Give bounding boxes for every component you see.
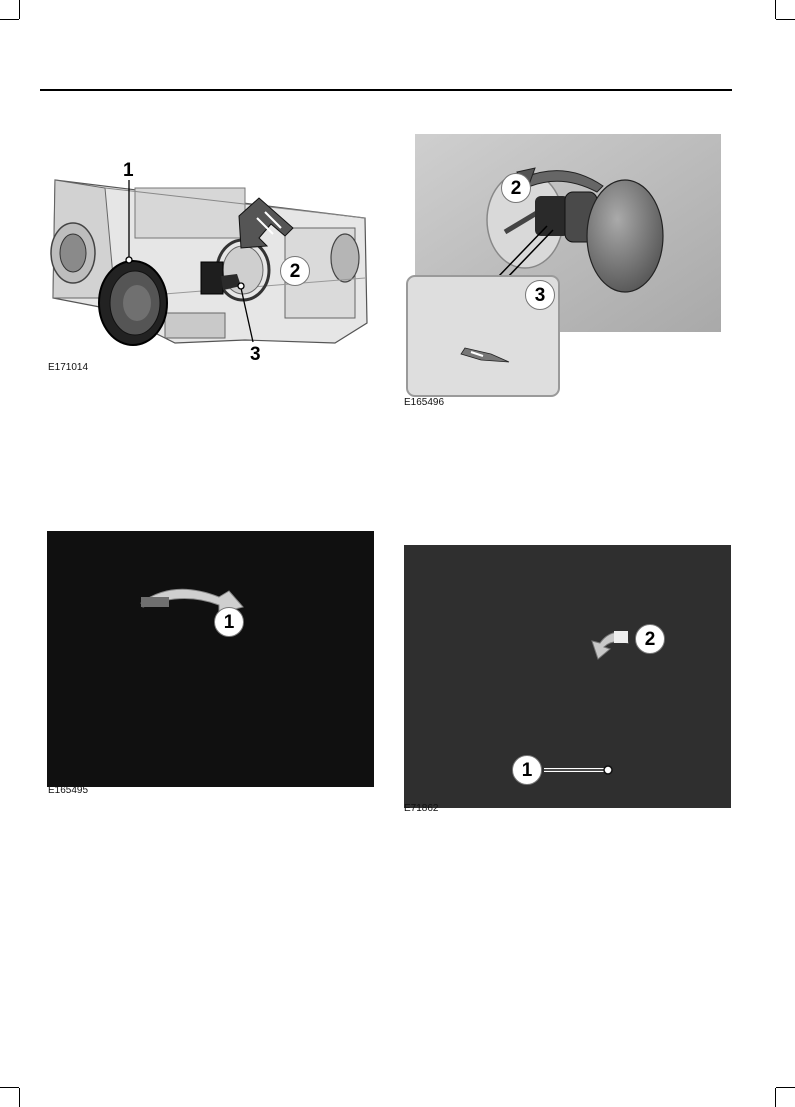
crop-mark (776, 19, 795, 20)
crop-mark (775, 1088, 776, 1107)
figure-headlamp (45, 158, 375, 373)
bulb-position-illustration (404, 545, 731, 808)
callout-2: 2 (501, 173, 531, 203)
crop-mark (0, 1087, 19, 1088)
crop-mark (19, 0, 20, 19)
crop-mark (776, 1087, 795, 1088)
rotate-arrow-illustration (47, 531, 374, 787)
figure-code: E165496 (404, 397, 445, 408)
crop-mark (0, 19, 19, 20)
headlamp-illustration (45, 158, 375, 373)
figure-code: E171014 (48, 362, 89, 373)
callout-3: 3 (525, 280, 555, 310)
figure-code: E165495 (48, 785, 89, 796)
figure-cap-rotate (47, 531, 374, 787)
callout-1: 1 (123, 160, 134, 181)
figure-bulb-position (404, 545, 731, 808)
callout-1: 1 (214, 607, 244, 637)
bulb-illustration (405, 130, 725, 400)
callout-1: 1 (512, 755, 542, 785)
crop-mark (775, 0, 776, 19)
header-rule (40, 89, 732, 91)
callout-2: 2 (280, 256, 310, 286)
callout-3: 3 (250, 344, 261, 365)
figure-code: E71862 (404, 803, 439, 814)
crop-mark (19, 1088, 20, 1107)
callout-2: 2 (635, 624, 665, 654)
figure-bulb-removal (405, 130, 725, 400)
